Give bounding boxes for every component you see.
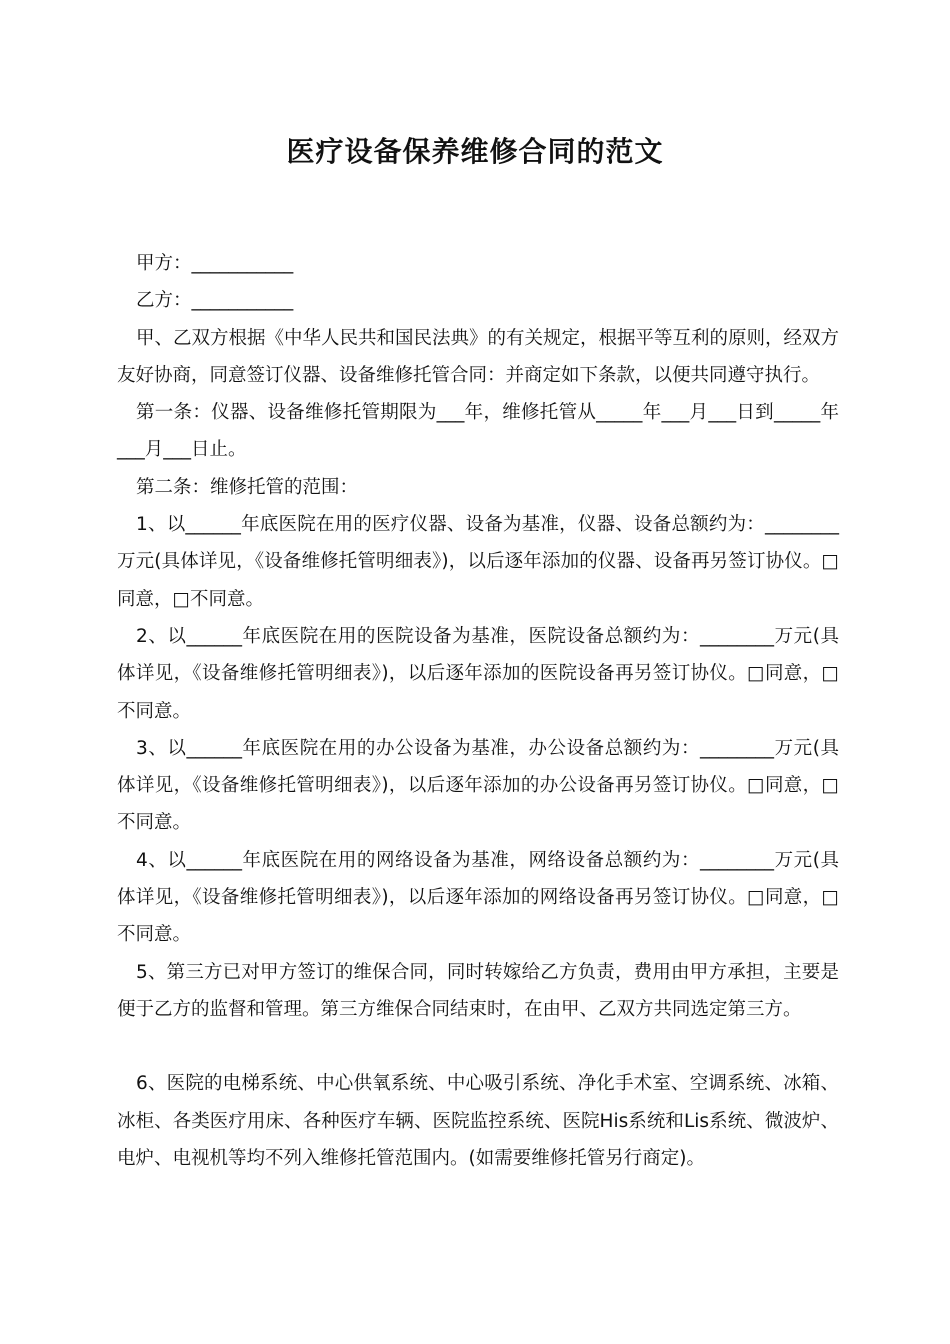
article-one-paragraph: 第一条：仪器、设备维修托管期限为___年，维修托管从_____年___月___日到_____年___月___日止。	[117, 402, 839, 461]
clause-4-paragraph: 4、以______年底医院在用的网络设备为基准，网络设备总额约为：________万元(具体详见，《设备维修托管明细表》)，以后逐年添加的网络设备再另签订协仪。□同意，□不同意。	[117, 849, 839, 946]
clause-3-paragraph: 3、以______年底医院在用的办公设备为基准，办公设备总额约为：________万元(具体详见，《设备维修托管明细表》)，以后逐年添加的办公设备再另签订协仪。□同意，□不同意。	[117, 737, 839, 834]
document-body	[117, 245, 839, 1177]
party-b-line: 乙方：___________	[136, 290, 294, 312]
clause-2-paragraph: 2、以______年底医院在用的医院设备为基准，医院设备总额约为：________万元(具体详见，《设备维修托管明细表》)，以后逐年添加的医院设备再另签订协仪。□同意，□不同意。	[117, 625, 839, 722]
clause-6-paragraph: 6、医院的电梯系统、中心供氧系统、中心吸引系统、净化手术室、空调系统、冰箱、冰柜、各类医疗用床、各种医疗车辆、医院监控系统、医院His系统和Lis系统、微波炉、电炉、电视机等均不列入维修托管范围内。(如需要维修托管另行商定)。	[117, 1073, 839, 1169]
preamble-paragraph: 甲、乙双方根据《中华人民共和国民法典》的有关规定，根据平等互利的原则，经双方友好协商，同意签订仪器、设备维修托管合同：并商定如下条款，以便共同遵守执行。	[117, 327, 840, 386]
clause-5-paragraph: 5、第三方已对甲方签订的维保合同，同时转嫁给乙方负责，费用由甲方承担，主要是便于乙方的监督和管理。第三方维保合同结束时，在由甲、乙双方共同选定第三方。	[117, 961, 839, 1020]
article-two-heading: 第二条：维修托管的范围：	[136, 476, 359, 498]
party-a-line: 甲方：___________	[136, 253, 294, 274]
document-title: 医疗设备保养维修合同的范文	[286, 135, 664, 168]
clause-1-paragraph: 1、以______年底医院在用的医疗仪器、设备为基准，仪器、设备总额约为：________万元(具体详见，《设备维修托管明细表》)，以后逐年添加的仪器、设备再另签订协仪。□同意，□不同意。	[117, 514, 839, 610]
